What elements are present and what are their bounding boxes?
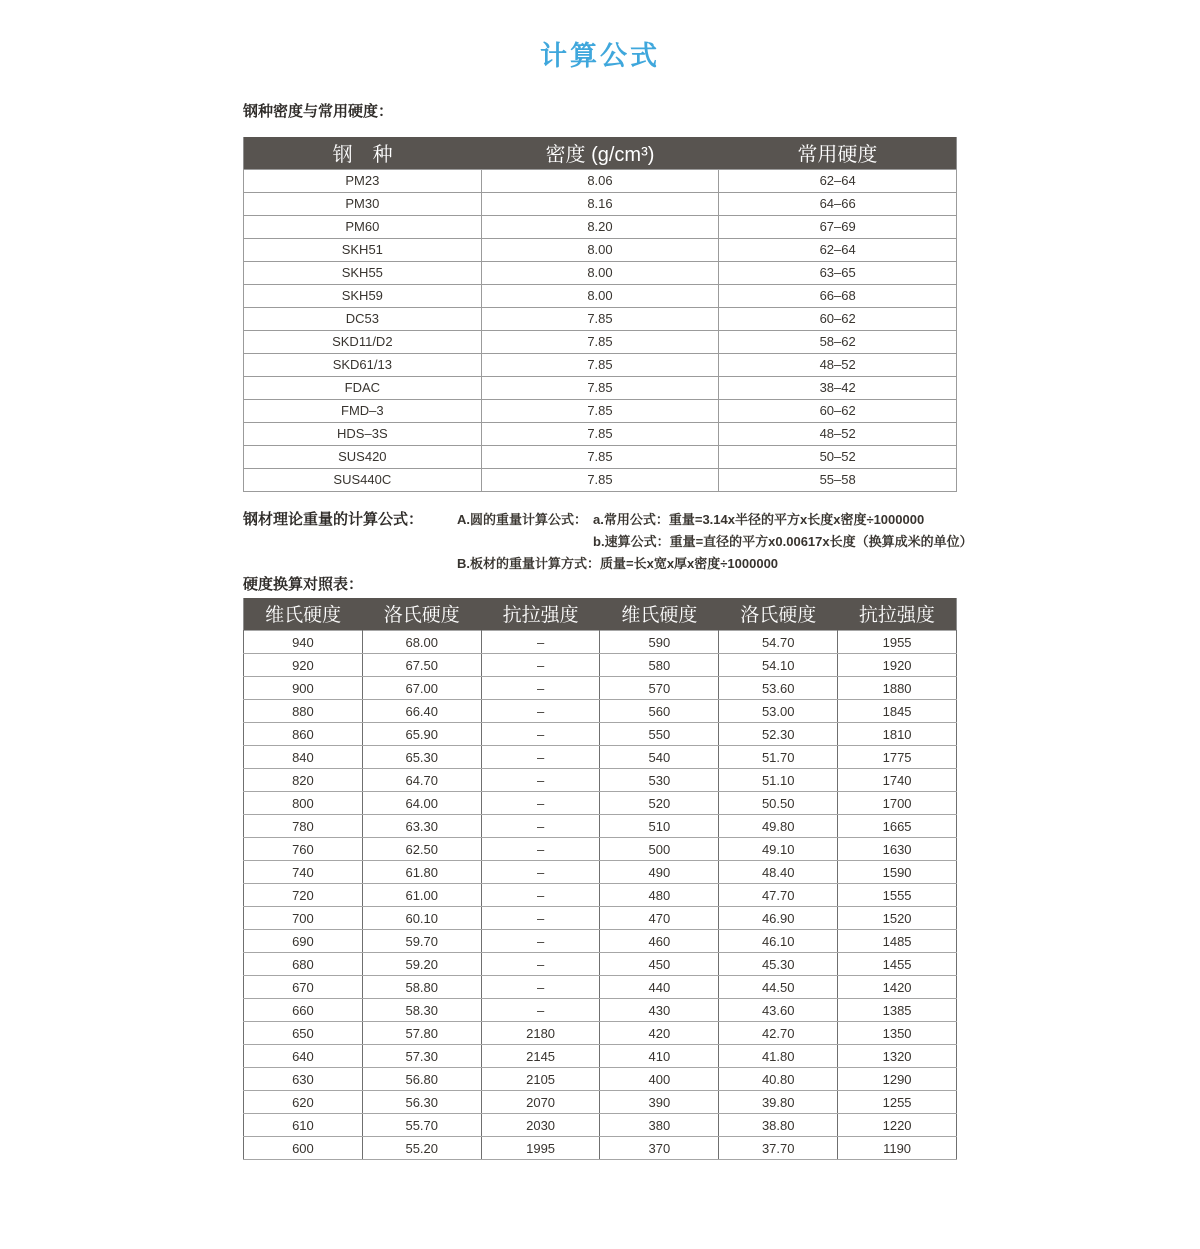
table-row	[244, 445, 957, 468]
table-cell: 1290	[838, 1068, 957, 1091]
table-row	[244, 654, 957, 677]
section-label-hardness: 硬度换算对照表：	[243, 575, 364, 593]
table-cell: –	[481, 746, 600, 769]
table-cell: 67.50	[362, 654, 481, 677]
table-row	[244, 930, 957, 953]
formula-quick: b.速算公式：重量=直径的平方x0.00617x长度（换算成米的单位）	[593, 533, 973, 549]
table-cell: SUS420	[244, 445, 482, 468]
table-row	[244, 1137, 957, 1160]
table-cell: 53.60	[719, 677, 838, 700]
table-cell: –	[481, 769, 600, 792]
table-cell: SKD11/D2	[244, 330, 482, 353]
table-cell: 7.85	[481, 445, 719, 468]
table-cell: 39.80	[719, 1091, 838, 1114]
table-cell: 630	[244, 1068, 363, 1091]
table-row	[244, 792, 957, 815]
table-row	[244, 422, 957, 445]
column-header: 钢 种	[244, 137, 482, 169]
table-cell: 46.10	[719, 930, 838, 953]
table-cell: 55–58	[719, 468, 957, 491]
table-row	[244, 746, 957, 769]
table-cell: 66.40	[362, 700, 481, 723]
table-cell: 1555	[838, 884, 957, 907]
table-cell: 67.00	[362, 677, 481, 700]
formula-common: a.常用公式：重量=3.14x半径的平方x长度x密度÷1000000	[593, 511, 925, 527]
table-cell: 59.70	[362, 930, 481, 953]
table-cell: 1190	[838, 1137, 957, 1160]
table-cell: 48.40	[719, 861, 838, 884]
table-cell: 650	[244, 1022, 363, 1045]
table-cell: 900	[244, 677, 363, 700]
table-cell: 51.70	[719, 746, 838, 769]
formula-section-label: 钢材理论重量的计算公式：	[243, 510, 424, 528]
table-cell: 670	[244, 976, 363, 999]
table-cell: 7.85	[481, 422, 719, 445]
table-cell: DC53	[244, 307, 482, 330]
section-label-density: 钢种密度与常用硬度：	[243, 103, 394, 120]
table-cell: 940	[244, 631, 363, 654]
column-header: 洛氏硬度	[719, 598, 838, 631]
table-cell: 440	[600, 976, 719, 999]
table-cell: SKH51	[244, 238, 482, 261]
table-row	[244, 284, 957, 307]
table-cell: 63.30	[362, 815, 481, 838]
hardness-conversion-table	[243, 598, 957, 1161]
table-cell: –	[481, 907, 600, 930]
column-header: 抗拉强度	[481, 598, 600, 631]
table-cell: 61.00	[362, 884, 481, 907]
table-cell: 1995	[481, 1137, 600, 1160]
table-cell: 380	[600, 1114, 719, 1137]
table-cell: –	[481, 654, 600, 677]
table-cell: 410	[600, 1045, 719, 1068]
table-cell: 66–68	[719, 284, 957, 307]
table-cell: 760	[244, 838, 363, 861]
table-cell: SKH59	[244, 284, 482, 307]
formula-line-plate: B.板材的重量计算方式：质量=长x宽x厚x密度÷1000000	[457, 555, 779, 571]
table-cell: PM23	[244, 169, 482, 192]
table-cell: 8.00	[481, 284, 719, 307]
table-cell: –	[481, 723, 600, 746]
table-cell: 65.90	[362, 723, 481, 746]
table-cell: 920	[244, 654, 363, 677]
steel-density-table-header	[244, 137, 957, 169]
table-cell: 50.50	[719, 792, 838, 815]
table-cell: 420	[600, 1022, 719, 1045]
table-cell: 7.85	[481, 330, 719, 353]
table-cell: 41.80	[719, 1045, 838, 1068]
table-cell: 1740	[838, 769, 957, 792]
table-cell: 8.00	[481, 238, 719, 261]
table-cell: 560	[600, 700, 719, 723]
formula-circle-sublines	[593, 509, 973, 553]
table-cell: 64.70	[362, 769, 481, 792]
table-row	[244, 838, 957, 861]
table-cell: 2180	[481, 1022, 600, 1045]
table-cell: 800	[244, 792, 363, 815]
table-cell: 38.80	[719, 1114, 838, 1137]
table-cell: 62–64	[719, 238, 957, 261]
table-cell: SUS440C	[244, 468, 482, 491]
table-cell: –	[481, 861, 600, 884]
column-header: 抗拉强度	[838, 598, 957, 631]
table-row	[244, 468, 957, 491]
table-row	[244, 1114, 957, 1137]
table-row	[244, 1068, 957, 1091]
table-row	[244, 376, 957, 399]
table-cell: 59.20	[362, 953, 481, 976]
table-cell: 55.70	[362, 1114, 481, 1137]
table-cell: 68.00	[362, 631, 481, 654]
table-row	[244, 884, 957, 907]
table-cell: 880	[244, 700, 363, 723]
formula-circle-prefix: A.圆的重量计算公式：	[457, 511, 588, 527]
table-cell: 1590	[838, 861, 957, 884]
table-cell: 820	[244, 769, 363, 792]
table-row	[244, 399, 957, 422]
table-cell: 1810	[838, 723, 957, 746]
table-row	[244, 1022, 957, 1045]
table-row	[244, 215, 957, 238]
table-row	[244, 631, 957, 654]
table-cell: 47.70	[719, 884, 838, 907]
table-cell: 67–69	[719, 215, 957, 238]
table-row	[244, 261, 957, 284]
hardness-table-body	[244, 631, 957, 1160]
table-cell: –	[481, 930, 600, 953]
table-row	[244, 976, 957, 999]
table-cell: 610	[244, 1114, 363, 1137]
table-cell: 7.85	[481, 353, 719, 376]
table-cell: 37.70	[719, 1137, 838, 1160]
table-cell: 840	[244, 746, 363, 769]
table-cell: 1420	[838, 976, 957, 999]
table-cell: –	[481, 976, 600, 999]
table-cell: 370	[600, 1137, 719, 1160]
content-column	[243, 103, 973, 1160]
table-cell: 620	[244, 1091, 363, 1114]
table-cell: 390	[600, 1091, 719, 1114]
table-row	[244, 169, 957, 192]
table-cell: –	[481, 953, 600, 976]
table-cell: 1320	[838, 1045, 957, 1068]
table-cell: 1385	[838, 999, 957, 1022]
table-cell: 63–65	[719, 261, 957, 284]
table-cell: 450	[600, 953, 719, 976]
table-cell: 7.85	[481, 376, 719, 399]
table-cell: 48–52	[719, 422, 957, 445]
table-row	[244, 907, 957, 930]
table-cell: 8.06	[481, 169, 719, 192]
table-cell: 500	[600, 838, 719, 861]
table-cell: 60–62	[719, 399, 957, 422]
table-cell: 43.60	[719, 999, 838, 1022]
table-cell: 1880	[838, 677, 957, 700]
table-cell: 8.00	[481, 261, 719, 284]
table-cell: 61.80	[362, 861, 481, 884]
table-cell: 780	[244, 815, 363, 838]
table-row	[244, 723, 957, 746]
table-cell: 49.80	[719, 815, 838, 838]
table-cell: –	[481, 700, 600, 723]
table-cell: 62.50	[362, 838, 481, 861]
table-cell: 54.10	[719, 654, 838, 677]
table-cell: 48–52	[719, 353, 957, 376]
table-cell: 400	[600, 1068, 719, 1091]
table-cell: 51.10	[719, 769, 838, 792]
hardness-table-header	[244, 598, 957, 631]
table-cell: 2105	[481, 1068, 600, 1091]
table-row	[244, 330, 957, 353]
table-cell: 570	[600, 677, 719, 700]
table-cell: 62–64	[719, 169, 957, 192]
table-cell: 430	[600, 999, 719, 1022]
table-cell: 58.80	[362, 976, 481, 999]
table-cell: 1845	[838, 700, 957, 723]
table-cell: 1455	[838, 953, 957, 976]
column-header: 维氏硬度	[600, 598, 719, 631]
table-cell: 1350	[838, 1022, 957, 1045]
table-cell: FDAC	[244, 376, 482, 399]
table-cell: 1665	[838, 815, 957, 838]
page	[0, 34, 1200, 1160]
table-cell: –	[481, 999, 600, 1022]
table-cell: 550	[600, 723, 719, 746]
table-cell: 7.85	[481, 399, 719, 422]
table-cell: SKH55	[244, 261, 482, 284]
table-cell: 530	[600, 769, 719, 792]
table-cell: 50–52	[719, 445, 957, 468]
table-row	[244, 999, 957, 1022]
table-row	[244, 307, 957, 330]
table-cell: 470	[600, 907, 719, 930]
table-cell: 1700	[838, 792, 957, 815]
formula-lines	[457, 509, 973, 575]
table-cell: 7.85	[481, 307, 719, 330]
formula-line-circle	[457, 509, 973, 553]
column-header: 密度 (g/cm³)	[481, 137, 719, 169]
table-cell: –	[481, 792, 600, 815]
table-cell: 540	[600, 746, 719, 769]
table-row	[244, 677, 957, 700]
table-cell: –	[481, 631, 600, 654]
table-cell: 57.30	[362, 1045, 481, 1068]
column-header: 洛氏硬度	[362, 598, 481, 631]
table-cell: 64–66	[719, 192, 957, 215]
table-cell: 2070	[481, 1091, 600, 1114]
table-cell: PM60	[244, 215, 482, 238]
table-cell: 64.00	[362, 792, 481, 815]
table-cell: 640	[244, 1045, 363, 1068]
table-cell: 38–42	[719, 376, 957, 399]
table-cell: 520	[600, 792, 719, 815]
table-cell: 740	[244, 861, 363, 884]
table-cell: FMD–3	[244, 399, 482, 422]
table-cell: 8.16	[481, 192, 719, 215]
table-cell: 55.20	[362, 1137, 481, 1160]
steel-density-table-body	[244, 169, 957, 491]
table-cell: 490	[600, 861, 719, 884]
table-cell: 58–62	[719, 330, 957, 353]
table-cell: –	[481, 838, 600, 861]
table-cell: 590	[600, 631, 719, 654]
table-cell: 65.30	[362, 746, 481, 769]
table-cell: 660	[244, 999, 363, 1022]
table-cell: 680	[244, 953, 363, 976]
table-cell: –	[481, 677, 600, 700]
table-cell: 720	[244, 884, 363, 907]
table-cell: 1775	[838, 746, 957, 769]
table-cell: 53.00	[719, 700, 838, 723]
table-row	[244, 815, 957, 838]
table-cell: 60–62	[719, 307, 957, 330]
table-row	[244, 861, 957, 884]
table-cell: 1630	[838, 838, 957, 861]
table-cell: HDS–3S	[244, 422, 482, 445]
table-cell: 46.90	[719, 907, 838, 930]
table-row	[244, 192, 957, 215]
table-cell: 1920	[838, 654, 957, 677]
table-cell: 44.50	[719, 976, 838, 999]
table-cell: –	[481, 884, 600, 907]
table-cell: 1255	[838, 1091, 957, 1114]
table-cell: 52.30	[719, 723, 838, 746]
table-cell: 1485	[838, 930, 957, 953]
table-row	[244, 953, 957, 976]
table-cell: 1220	[838, 1114, 957, 1137]
table-cell: 49.10	[719, 838, 838, 861]
page-title: 计算公式	[540, 41, 660, 71]
table-row	[244, 1091, 957, 1114]
table-cell: 7.85	[481, 468, 719, 491]
table-cell: 460	[600, 930, 719, 953]
table-cell: 2145	[481, 1045, 600, 1068]
table-cell: PM30	[244, 192, 482, 215]
table-cell: 42.70	[719, 1022, 838, 1045]
table-cell: 690	[244, 930, 363, 953]
table-cell: 58.30	[362, 999, 481, 1022]
formula-section	[243, 509, 973, 575]
column-header: 常用硬度	[719, 137, 957, 169]
steel-density-table	[243, 137, 957, 492]
table-cell: 580	[600, 654, 719, 677]
table-cell: 700	[244, 907, 363, 930]
table-cell: 480	[600, 884, 719, 907]
table-cell: –	[481, 815, 600, 838]
table-cell: 600	[244, 1137, 363, 1160]
column-header: 维氏硬度	[244, 598, 363, 631]
table-row	[244, 353, 957, 376]
table-row	[244, 700, 957, 723]
table-cell: 54.70	[719, 631, 838, 654]
table-cell: 56.30	[362, 1091, 481, 1114]
table-cell: 45.30	[719, 953, 838, 976]
table-cell: 2030	[481, 1114, 600, 1137]
table-row	[244, 769, 957, 792]
table-cell: SKD61/13	[244, 353, 482, 376]
table-cell: 56.80	[362, 1068, 481, 1091]
table-cell: 40.80	[719, 1068, 838, 1091]
table-cell: 1520	[838, 907, 957, 930]
table-row	[244, 1045, 957, 1068]
table-cell: 510	[600, 815, 719, 838]
table-cell: 8.20	[481, 215, 719, 238]
table-cell: 860	[244, 723, 363, 746]
table-row	[244, 238, 957, 261]
table-cell: 57.80	[362, 1022, 481, 1045]
table-cell: 60.10	[362, 907, 481, 930]
table-cell: 1955	[838, 631, 957, 654]
